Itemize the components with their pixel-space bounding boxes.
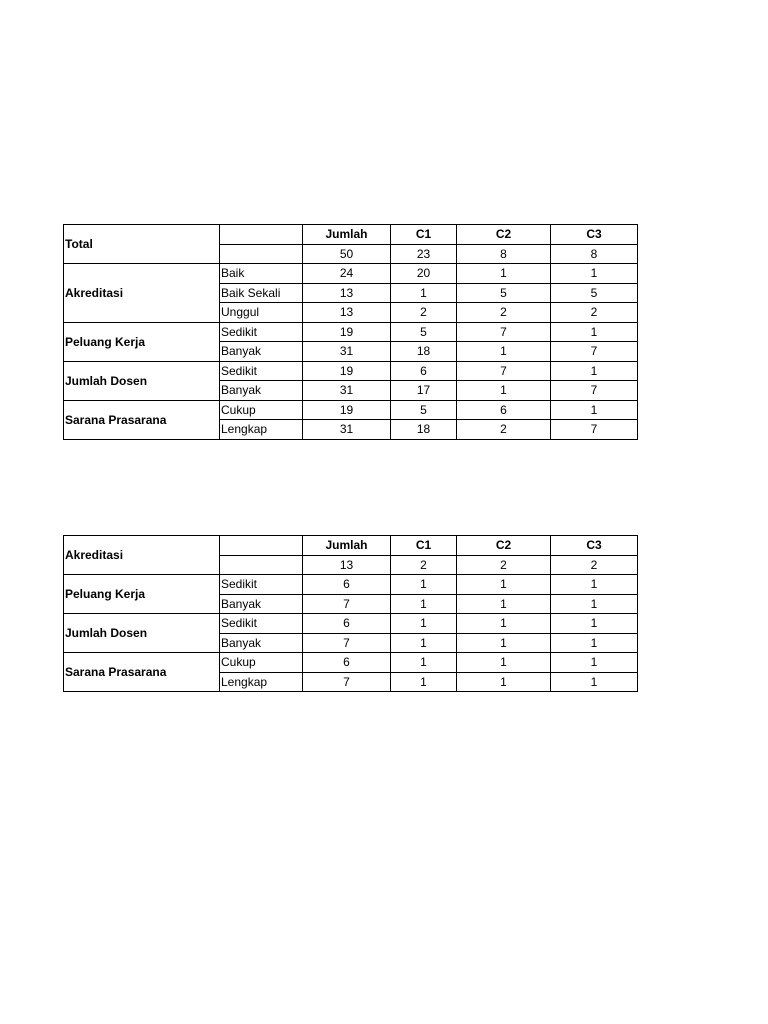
column-header-jumlah: Jumlah	[303, 536, 391, 556]
row-label: Cukup	[220, 653, 303, 673]
row-label: Banyak	[220, 594, 303, 614]
empty-cell	[220, 244, 303, 264]
cell-c2: 1	[457, 381, 551, 401]
cell-c2: 2	[457, 303, 551, 323]
cell-c2: 5	[457, 283, 551, 303]
row-label: Baik	[220, 264, 303, 284]
row-label: Sedikit	[220, 361, 303, 381]
cell-jumlah: 13	[303, 303, 391, 323]
column-header-c1: C1	[391, 536, 457, 556]
row-label: Cukup	[220, 400, 303, 420]
group-label-peluang-kerja: Peluang Kerja	[64, 575, 220, 614]
column-header-c1: C1	[391, 225, 457, 245]
total-c3: 8	[551, 244, 638, 264]
cell-c3: 2	[551, 303, 638, 323]
group-label-akreditasi: Akreditasi	[64, 264, 220, 323]
cell-jumlah: 13	[303, 283, 391, 303]
group-label-total: Total	[64, 225, 220, 264]
cell-c2: 1	[457, 633, 551, 653]
row-label: Banyak	[220, 633, 303, 653]
cell-c2: 1	[457, 672, 551, 692]
table-row	[64, 264, 638, 284]
cell-c3: 1	[551, 361, 638, 381]
cell-jumlah: 7	[303, 594, 391, 614]
row-label: Banyak	[220, 381, 303, 401]
cell-jumlah: 6	[303, 575, 391, 595]
table-row	[64, 653, 638, 673]
cell-c2: 1	[457, 594, 551, 614]
cell-c1: 1	[391, 594, 457, 614]
empty-cell	[220, 555, 303, 575]
cell-jumlah: 6	[303, 614, 391, 634]
criteria-summary-table	[63, 224, 638, 440]
column-header-c2: C2	[457, 225, 551, 245]
cell-c3: 7	[551, 342, 638, 362]
column-header-c3: C3	[551, 225, 638, 245]
total-c1: 2	[391, 555, 457, 575]
row-label: Sedikit	[220, 575, 303, 595]
cell-c2: 1	[457, 653, 551, 673]
table-header-row	[64, 225, 638, 245]
table-header-row	[64, 536, 638, 556]
cell-c1: 1	[391, 614, 457, 634]
cell-jumlah: 19	[303, 322, 391, 342]
group-label-sarana-prasarana: Sarana Prasarana	[64, 400, 220, 439]
cell-c1: 1	[391, 283, 457, 303]
cell-c1: 17	[391, 381, 457, 401]
cell-jumlah: 31	[303, 420, 391, 440]
cell-c2: 2	[457, 420, 551, 440]
table-row	[64, 575, 638, 595]
total-c2: 8	[457, 244, 551, 264]
table-row	[64, 361, 638, 381]
group-label-sarana-prasarana: Sarana Prasarana	[64, 653, 220, 692]
cell-c3: 1	[551, 264, 638, 284]
cell-c2: 1	[457, 575, 551, 595]
cell-c2: 1	[457, 342, 551, 362]
total-c3: 2	[551, 555, 638, 575]
total-c1: 23	[391, 244, 457, 264]
cell-c1: 1	[391, 653, 457, 673]
cell-c3: 1	[551, 400, 638, 420]
cell-c3: 5	[551, 283, 638, 303]
total-jumlah: 50	[303, 244, 391, 264]
cell-c3: 1	[551, 633, 638, 653]
cell-c1: 5	[391, 400, 457, 420]
cell-c2: 6	[457, 400, 551, 420]
cell-jumlah: 7	[303, 633, 391, 653]
total-jumlah: 13	[303, 555, 391, 575]
table-row	[64, 614, 638, 634]
row-label: Sedikit	[220, 322, 303, 342]
empty-cell	[220, 225, 303, 245]
cell-jumlah: 6	[303, 653, 391, 673]
cell-c1: 18	[391, 420, 457, 440]
cell-jumlah: 7	[303, 672, 391, 692]
cell-c1: 5	[391, 322, 457, 342]
cell-c1: 20	[391, 264, 457, 284]
cell-c3: 1	[551, 672, 638, 692]
cell-c1: 18	[391, 342, 457, 362]
row-label: Banyak	[220, 342, 303, 362]
cell-c1: 2	[391, 303, 457, 323]
cell-c3: 7	[551, 381, 638, 401]
empty-cell	[220, 536, 303, 556]
cell-c1: 1	[391, 633, 457, 653]
column-header-jumlah: Jumlah	[303, 225, 391, 245]
row-label: Lengkap	[220, 672, 303, 692]
cell-jumlah: 31	[303, 381, 391, 401]
cell-jumlah: 24	[303, 264, 391, 284]
akreditasi-detail-table	[63, 535, 638, 692]
cell-c2: 1	[457, 264, 551, 284]
cell-c3: 1	[551, 594, 638, 614]
cell-jumlah: 19	[303, 361, 391, 381]
cell-c1: 1	[391, 672, 457, 692]
column-header-c3: C3	[551, 536, 638, 556]
cell-c1: 6	[391, 361, 457, 381]
cell-c3: 1	[551, 653, 638, 673]
total-c2: 2	[457, 555, 551, 575]
cell-c3: 1	[551, 614, 638, 634]
cell-c1: 1	[391, 575, 457, 595]
table-row	[64, 400, 638, 420]
cell-c2: 7	[457, 322, 551, 342]
group-label-jumlah-dosen: Jumlah Dosen	[64, 614, 220, 653]
row-label: Baik Sekali	[220, 283, 303, 303]
cell-c3: 7	[551, 420, 638, 440]
group-label-jumlah-dosen: Jumlah Dosen	[64, 361, 220, 400]
cell-c3: 1	[551, 575, 638, 595]
row-label: Unggul	[220, 303, 303, 323]
cell-c3: 1	[551, 322, 638, 342]
cell-jumlah: 31	[303, 342, 391, 362]
group-label-peluang-kerja: Peluang Kerja	[64, 322, 220, 361]
group-label-akreditasi: Akreditasi	[64, 536, 220, 575]
cell-jumlah: 19	[303, 400, 391, 420]
cell-c2: 1	[457, 614, 551, 634]
row-label: Lengkap	[220, 420, 303, 440]
table-row	[64, 322, 638, 342]
row-label: Sedikit	[220, 614, 303, 634]
column-header-c2: C2	[457, 536, 551, 556]
cell-c2: 7	[457, 361, 551, 381]
